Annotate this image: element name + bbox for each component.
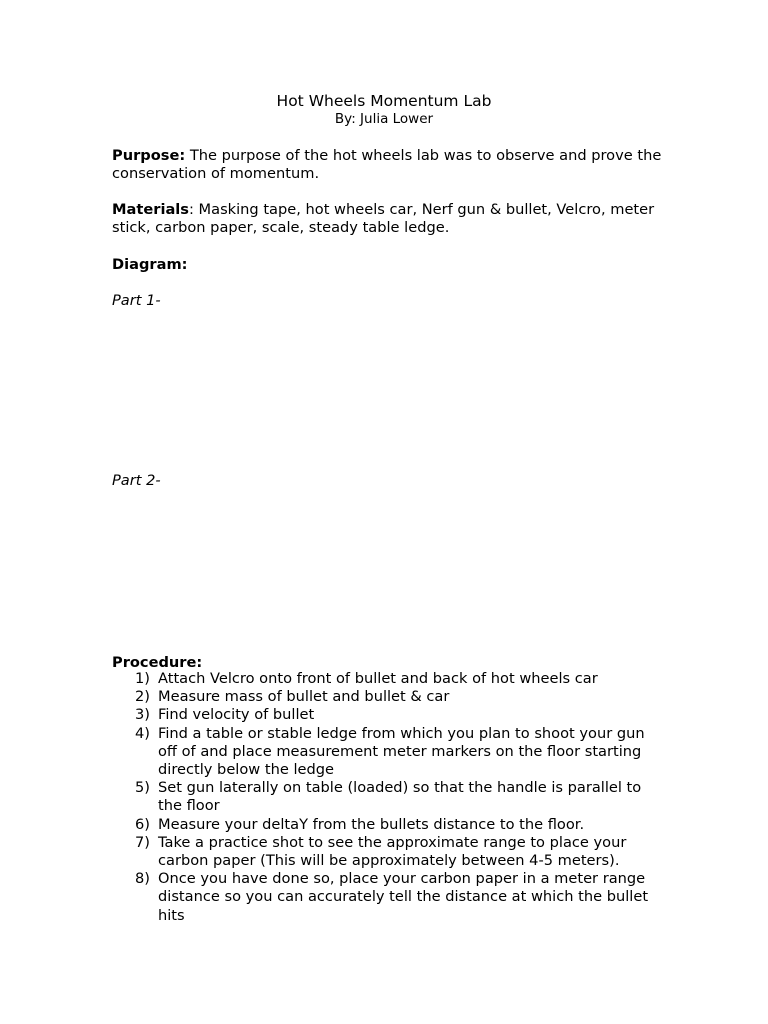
step-number: 8): [135, 870, 150, 888]
list-item: [112, 870, 652, 925]
list-item: [112, 816, 652, 834]
document-author: By: Julia Lower: [334, 111, 434, 127]
list-item: [112, 779, 652, 815]
purpose-label: Purpose:: [112, 147, 186, 164]
document-title: Hot Wheels Momentum Lab: [276, 92, 492, 110]
step-text: Set gun laterally on table (loaded) so that the handle is parallel to the floor: [158, 779, 642, 815]
procedure-list: [112, 670, 652, 925]
list-item: [112, 706, 652, 724]
list-item: [112, 688, 652, 706]
materials-text: : Masking tape, hot wheels car, Nerf gun & bullet, Velcro, meter stick, carbon paper, scale, steady table ledge.: [112, 201, 655, 237]
step-number: 1): [135, 670, 150, 687]
step-number: 7): [135, 833, 150, 851]
step-number: 4): [135, 724, 150, 742]
step-text: Take a practice shot to see the approximate range to place your carbon paper (This will be approximately between 4-5 meters).: [158, 833, 627, 870]
materials-label: Materials: [112, 201, 189, 218]
step-text: Measure mass of bullet and bullet & car: [158, 688, 450, 706]
procedure-heading: Procedure:: [112, 654, 203, 671]
part2-label: Part 2-: [112, 472, 161, 489]
step-text: Measure your deltaY from the bullets distance to the floor.: [158, 815, 585, 833]
purpose-section: [112, 147, 672, 183]
step-text: Attach Velcro onto front of bullet and back of hot wheels car: [158, 670, 598, 687]
list-item: [112, 725, 652, 780]
step-number: 3): [135, 706, 150, 724]
step-text: Find velocity of bullet: [158, 706, 315, 724]
step-number: 5): [135, 779, 150, 797]
list-item: [112, 670, 652, 688]
step-text: Find a table or stable ledge from which you plan to shoot your gun off of and place measurement meter markers on the floor starting directly below the ledge: [158, 724, 645, 779]
purpose-text: The purpose of the hot wheels lab was to observe and prove the conservation of momentum.: [112, 147, 662, 183]
step-number: 6): [135, 815, 150, 833]
step-text: Once you have done so, place your carbon paper in a meter range distance so you can accurately tell the distance at which the bullet hits: [158, 870, 649, 924]
diagram-heading: Diagram:: [112, 256, 188, 273]
list-item: [112, 834, 652, 870]
part1-label: Part 1-: [112, 292, 161, 309]
step-number: 2): [135, 688, 150, 706]
materials-section: [112, 201, 672, 237]
